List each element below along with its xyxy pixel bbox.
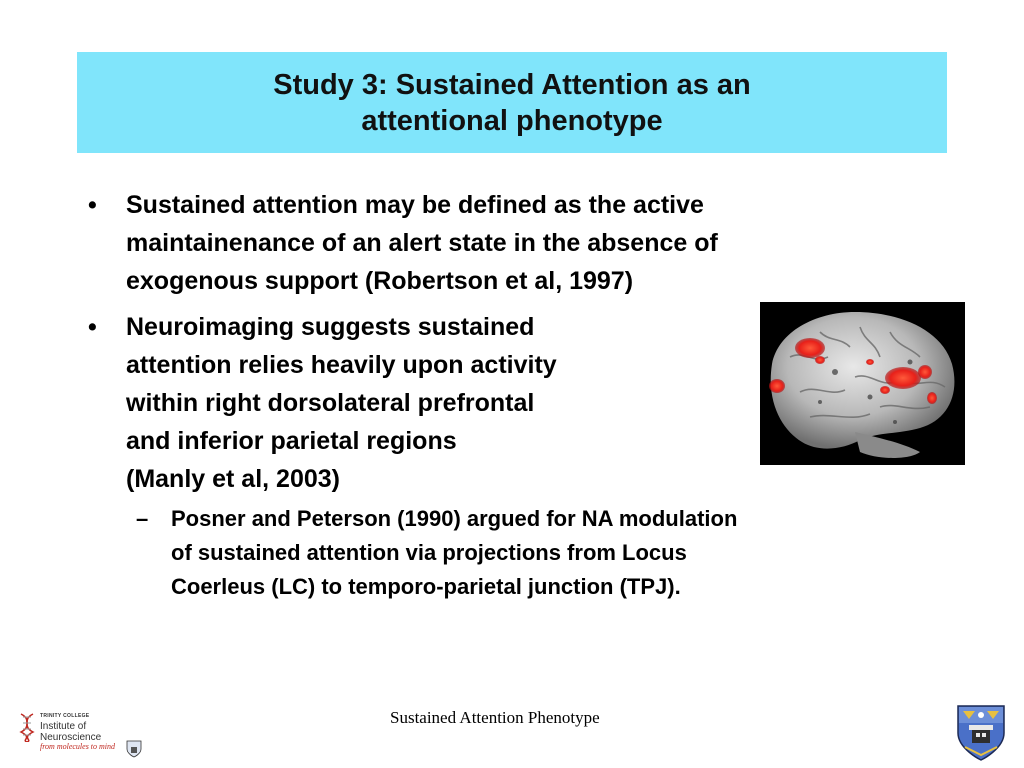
bullet-2-line-1: Neuroimaging suggests sustained <box>126 313 535 341</box>
bullet-1-line-3: exogenous support (Robertson et al, 1997) <box>126 267 634 295</box>
bullet-1-line-2: maintainenance of an alert state in the absence of <box>126 229 718 257</box>
small-crest-icon <box>126 740 142 758</box>
activation-spot <box>866 359 874 365</box>
sub-bullet-marker: – <box>136 506 149 531</box>
logo-institute-name: Institute of Neuroscience <box>40 721 102 743</box>
activation-spot <box>927 392 937 404</box>
bullet-marker: • <box>88 313 97 341</box>
bullet-1-line-1: Sustained attention may be defined as the active <box>126 191 704 219</box>
sub-bullet-line-2: of sustained attention via projections from Locus <box>171 540 687 565</box>
slide-title-line-1: Study 3: Sustained Attention as an <box>273 68 751 101</box>
activation-spot <box>880 386 890 394</box>
activation-spot <box>918 365 932 379</box>
slide-title-box <box>77 52 947 153</box>
institute-logo <box>18 710 148 760</box>
bullet-2-line-3: within right dorsolateral prefrontal <box>126 389 535 417</box>
sub-bullet-text <box>171 502 737 604</box>
bullet-2-line-4: and inferior parietal regions <box>126 427 457 455</box>
dna-helix-icon <box>18 712 36 742</box>
bullet-2-line-5: (Manly et al, 2003) <box>126 465 340 493</box>
brain-scan-image <box>760 302 965 465</box>
bullet-marker: • <box>88 191 97 219</box>
bullet-2-line-2: attention relies heavily upon activity <box>126 351 557 379</box>
college-crest-icon <box>955 703 1007 763</box>
logo-college-name: TRINITY COLLEGE <box>40 713 90 719</box>
bullet-2-text <box>126 308 557 498</box>
sub-bullet-line-1: Posner and Peterson (1990) argued for NA modulation <box>171 506 738 531</box>
brain-scan-icon <box>760 302 965 465</box>
footer-slide-title: Sustained Attention Phenotype <box>390 708 600 727</box>
activation-spot <box>885 367 921 389</box>
slide-title-line-2: attentional phenotype <box>361 104 663 137</box>
sub-bullet-line-3: Coerleus (LC) to temporo-parietal junction (TPJ). <box>171 574 681 599</box>
activation-spot <box>795 338 825 358</box>
bullet-1-text <box>126 186 718 300</box>
logo-tagline: from molecules to mind <box>40 742 116 751</box>
activation-spot <box>815 356 825 364</box>
activation-spot <box>769 379 785 393</box>
